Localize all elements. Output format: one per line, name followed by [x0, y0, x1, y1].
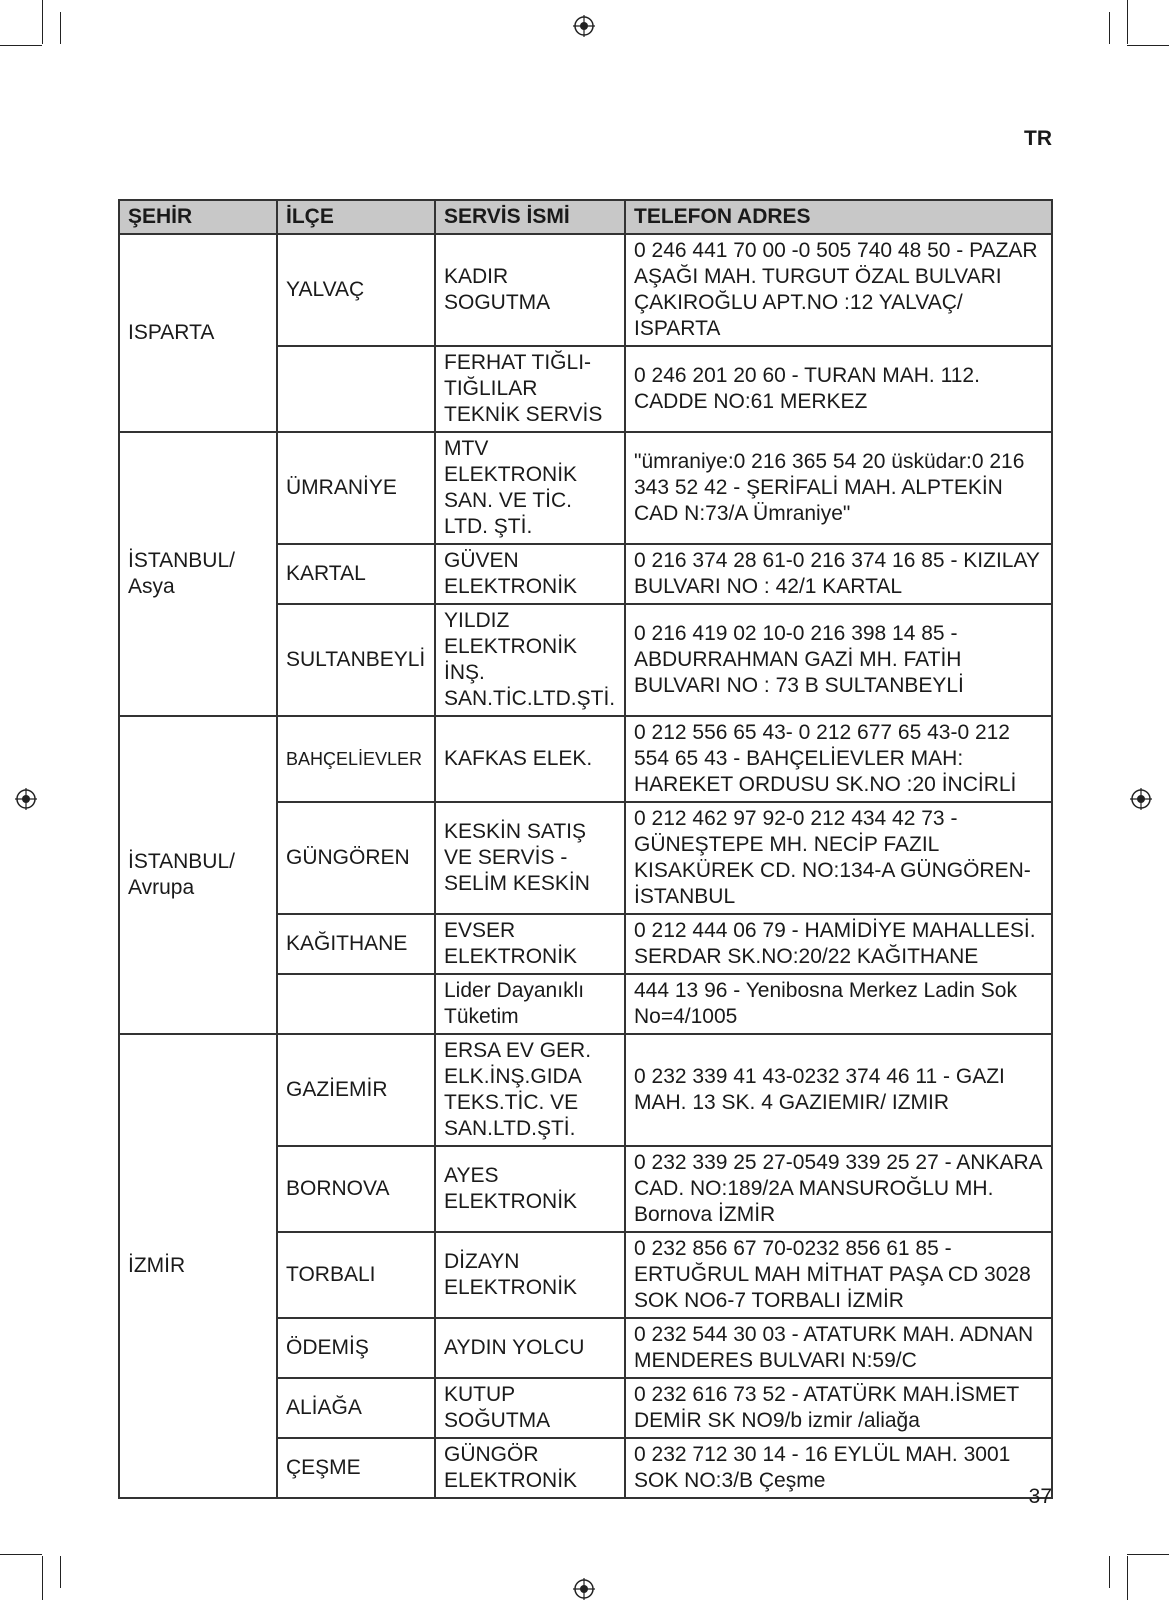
- contact-cell: 444 13 96 - Yenibosna Merkez Ladin Sok No=4/1005: [625, 974, 1052, 1034]
- service-cell: MTV ELEKTRONİK SAN. VE TİC. LTD. ŞTİ.: [435, 432, 625, 544]
- city-cell: İSTANBUL/ Asya: [119, 432, 277, 716]
- city-cell: ISPARTA: [119, 234, 277, 432]
- service-cell: Lider Dayanıklı Tüketim: [435, 974, 625, 1034]
- district-cell: KAĞITHANE: [277, 914, 435, 974]
- city-cell: İZMİR: [119, 1034, 277, 1498]
- registration-mark-icon: [15, 788, 37, 810]
- district-cell: GAZİEMİR: [277, 1034, 435, 1146]
- district-cell: SULTANBEYLİ: [277, 604, 435, 716]
- crop-mark: [1127, 45, 1169, 46]
- service-cell: KESKİN SATIŞ VE SERVİS - SELİM KESKİN: [435, 802, 625, 914]
- district-cell: BORNOVA: [277, 1146, 435, 1232]
- contact-cell: 0 232 712 30 14 - 16 EYLÜL MAH. 3001 SOK NO:3/B Çeşme: [625, 1438, 1052, 1498]
- service-cell: AYES ELEKTRONİK: [435, 1146, 625, 1232]
- contact-cell: 0 212 556 65 43- 0 212 677 65 43-0 212 554 65 43 - BAHÇELİEVLER MAH: HAREKET ORDUSU SK.NO :20 İNCİRLİ: [625, 716, 1052, 802]
- contact-cell: 0 232 544 30 03 - ATATURK MAH. ADNAN MENDERES BULVARI N:59/C: [625, 1318, 1052, 1378]
- service-table: [118, 199, 1053, 1499]
- service-cell: KAFKAS ELEK.: [435, 716, 625, 802]
- table-row: [119, 1034, 1052, 1146]
- contact-cell: 0 246 441 70 00 -0 505 740 48 50 - PAZAR AŞAĞI MAH. TURGUT ÖZAL BULVARI ÇAKIROĞLU APT.NO :12 YALVAÇ/ ISPARTA: [625, 234, 1052, 346]
- service-cell: DİZAYN ELEKTRONİK: [435, 1232, 625, 1318]
- district-cell: ÖDEMİŞ: [277, 1318, 435, 1378]
- language-code: TR: [1024, 127, 1052, 150]
- crop-mark: [0, 45, 42, 46]
- service-cell: ERSA EV GER. ELK.İNŞ.GIDA TEKS.TİC. VE SAN.LTD.ŞTİ.: [435, 1034, 625, 1146]
- service-cell: FERHAT TIĞLI-TIĞLILAR TEKNİK SERVİS: [435, 346, 625, 432]
- service-cell: GÜNGÖR ELEKTRONİK: [435, 1438, 625, 1498]
- page-number: 37: [1028, 1485, 1052, 1508]
- header-contact: TELEFON ADRES: [625, 200, 1052, 234]
- service-cell: YILDIZ ELEKTRONİK İNŞ. SAN.TİC.LTD.ŞTİ.: [435, 604, 625, 716]
- contact-cell: 0 212 444 06 79 - HAMİDİYE MAHALLESİ. SERDAR SK.NO:20/22 KAĞITHANE: [625, 914, 1052, 974]
- contact-cell: "ümraniye:0 216 365 54 20 üsküdar:0 216 343 52 42 - ŞERİFALİ MAH. ALPTEKİN CAD N:73/A Ümraniye": [625, 432, 1052, 544]
- table-row: [119, 432, 1052, 544]
- contact-cell: 0 232 616 73 52 - ATATÜRK MAH.İSMET DEMİR SK NO9/b izmir /aliağa: [625, 1378, 1052, 1438]
- district-cell: KARTAL: [277, 544, 435, 604]
- district-cell: [277, 346, 435, 432]
- district-cell: TORBALI: [277, 1232, 435, 1318]
- district-cell: [277, 974, 435, 1034]
- contact-cell: 0 232 856 67 70-0232 856 61 85 - ERTUĞRUL MAH MİTHAT PAŞA CD 3028 SOK NO6-7 TORBALI İZMİR: [625, 1232, 1052, 1318]
- crop-mark: [1109, 12, 1110, 44]
- table-row: [119, 234, 1052, 346]
- crop-mark: [60, 1556, 61, 1588]
- contact-cell: 0 232 339 41 43-0232 374 46 11 - GAZI MAH. 13 SK. 4 GAZIEMIR/ IZMIR: [625, 1034, 1052, 1146]
- crop-mark: [1127, 1556, 1128, 1600]
- contact-cell: 0 216 374 28 61-0 216 374 16 85 - KIZILAY BULVARI NO : 42/1 KARTAL: [625, 544, 1052, 604]
- service-cell: AYDIN YOLCU: [435, 1318, 625, 1378]
- district-cell: ÇEŞME: [277, 1438, 435, 1498]
- service-cell: KADIR SOGUTMA: [435, 234, 625, 346]
- district-cell: ALİAĞA: [277, 1378, 435, 1438]
- table-row: [119, 716, 1052, 802]
- registration-mark-icon: [573, 15, 595, 37]
- contact-cell: 0 232 339 25 27-0549 339 25 27 - ANKARA CAD. NO:189/2A MANSUROĞLU MH. Bornova İZMİR: [625, 1146, 1052, 1232]
- table-header-row: [119, 200, 1052, 234]
- crop-mark: [42, 0, 43, 44]
- crop-mark: [1127, 1554, 1169, 1555]
- header-city: ŞEHİR: [119, 200, 277, 234]
- city-cell: İSTANBUL/ Avrupa: [119, 716, 277, 1034]
- header-service: SERVİS İSMİ: [435, 200, 625, 234]
- header-district: İLÇE: [277, 200, 435, 234]
- crop-mark: [42, 1556, 43, 1600]
- registration-mark-icon: [1130, 788, 1152, 810]
- contact-cell: 0 212 462 97 92-0 212 434 42 73 - GÜNEŞTEPE MH. NECİP FAZIL KISAKÜREK CD. NO:134-A GÜNGÖREN-İSTANBUL: [625, 802, 1052, 914]
- district-cell: ÜMRANİYE: [277, 432, 435, 544]
- contact-cell: 0 246 201 20 60 - TURAN MAH. 112. CADDE NO:61 MERKEZ: [625, 346, 1052, 432]
- registration-mark-icon: [573, 1578, 595, 1600]
- district-cell: BAHÇELİEVLER: [277, 716, 435, 802]
- district-cell: GÜNGÖREN: [277, 802, 435, 914]
- crop-mark: [1127, 0, 1128, 44]
- crop-mark: [0, 1554, 42, 1555]
- service-cell: KUTUP SOĞUTMA: [435, 1378, 625, 1438]
- district-cell: YALVAÇ: [277, 234, 435, 346]
- service-cell: EVSER ELEKTRONİK: [435, 914, 625, 974]
- crop-mark: [60, 12, 61, 44]
- service-cell: GÜVEN ELEKTRONİK: [435, 544, 625, 604]
- contact-cell: 0 216 419 02 10-0 216 398 14 85 - ABDURRAHMAN GAZİ MH. FATİH BULVARI NO : 73 B SULTANBEYLİ: [625, 604, 1052, 716]
- crop-mark: [1109, 1556, 1110, 1588]
